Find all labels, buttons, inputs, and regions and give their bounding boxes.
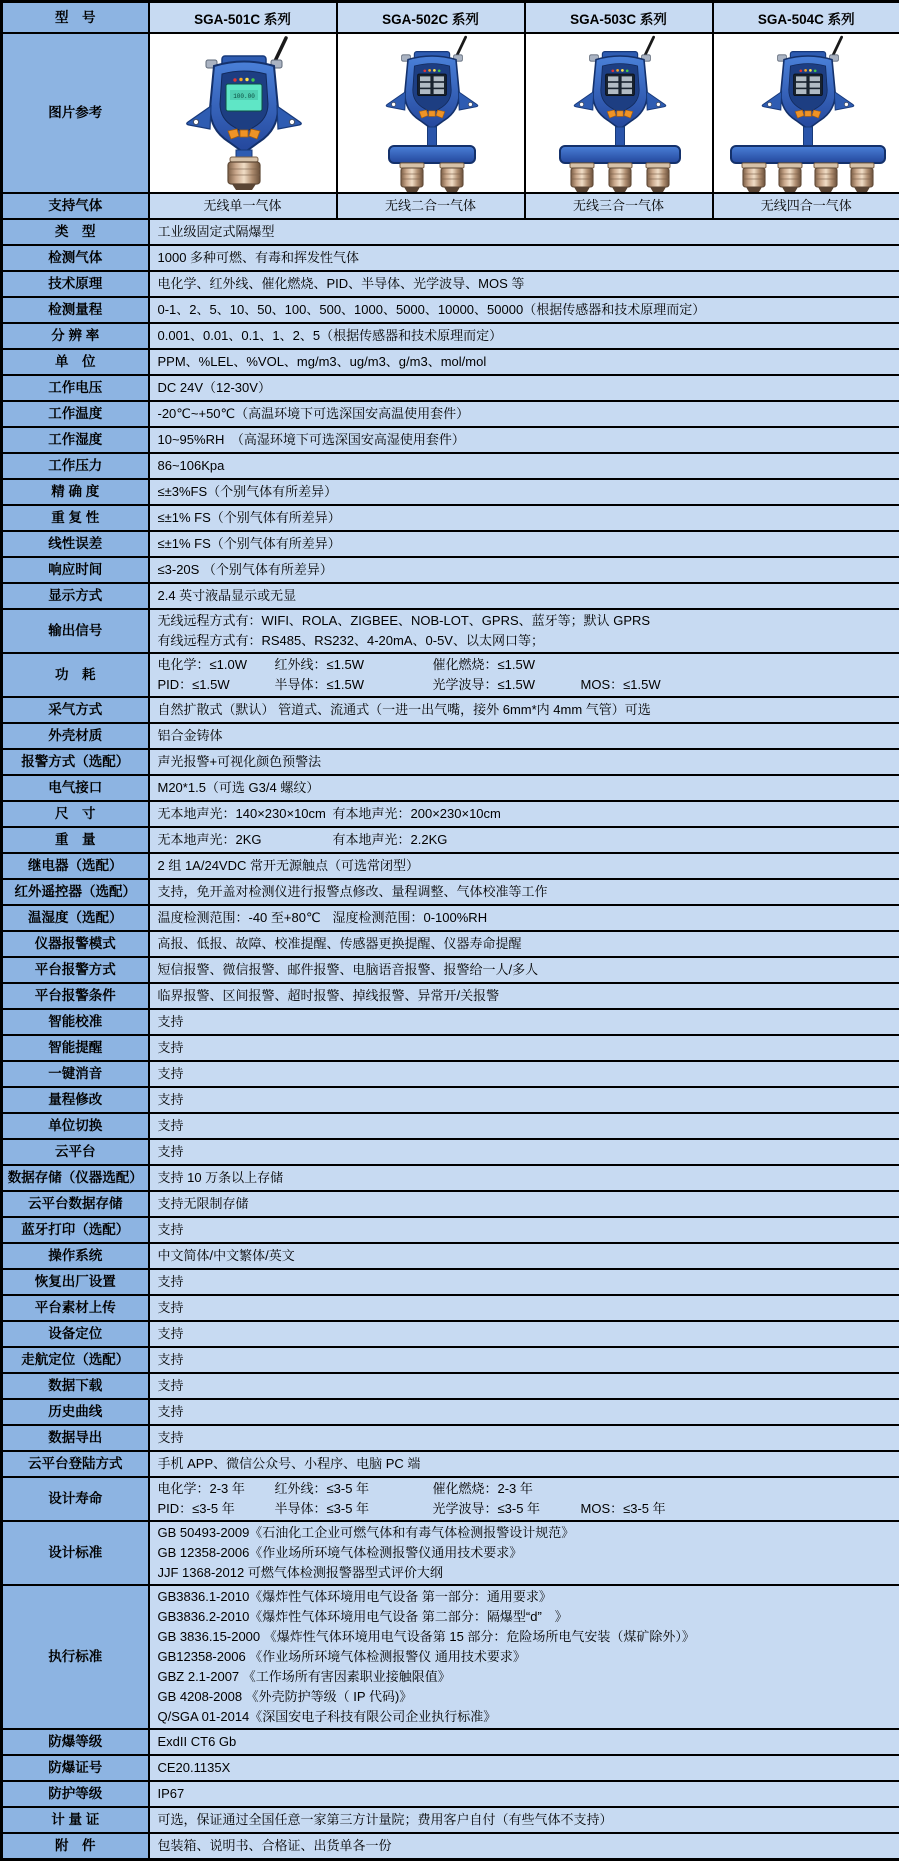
row-value: [149, 583, 899, 609]
row-label: 防爆证号: [2, 1755, 149, 1781]
spec-row: [2, 905, 899, 931]
row-value: [149, 801, 899, 827]
spec-row: [2, 323, 899, 349]
row-label: 数据存储（仪器选配）: [2, 1165, 149, 1191]
row-value: [149, 1087, 899, 1113]
value-segment: MOS：≤1.5W: [581, 675, 661, 695]
row-label: 云平台: [2, 1139, 149, 1165]
row-value: [149, 219, 899, 245]
spec-row: [2, 401, 899, 427]
row-value: [149, 1295, 899, 1321]
value-segment: 支持: [158, 1350, 184, 1370]
spec-row: [2, 1521, 899, 1585]
value-segment: GB 3836.15-2000 《爆炸性气体环境用电气设备第 15 部分：危险场所电气安装（煤矿除外）》: [158, 1627, 695, 1647]
row-label: 智能校准: [2, 1009, 149, 1035]
spec-row: [2, 775, 899, 801]
row-value: [149, 1807, 899, 1833]
row-label: 平台报警方式: [2, 957, 149, 983]
row-value: [149, 609, 899, 653]
brass-sensor: [647, 168, 669, 187]
model-header-sga504c: SGA-504C 系列: [713, 2, 899, 34]
row-label: 检测量程: [2, 297, 149, 323]
row-label: 设计标准: [2, 1521, 149, 1585]
value-segment: 手机 APP、微信公众号、小程序、电脑 PC 端: [158, 1454, 421, 1474]
gas-detector-image: [526, 34, 713, 192]
row-value: [149, 375, 899, 401]
gas-value-3: 无线三合一气体: [525, 193, 713, 219]
value-segment: 电化学：2-3 年: [158, 1479, 275, 1499]
row-value: [149, 349, 899, 375]
row-label: 防护等级: [2, 1781, 149, 1807]
value-segment: 温度检测范围：-40 至+80℃: [158, 908, 333, 928]
value-segment: 半导体：≤3-5 年: [275, 1499, 433, 1519]
spec-row: [2, 531, 899, 557]
value-segment: 无本地声光：140×230×10cm: [158, 804, 333, 824]
row-value: [149, 1191, 899, 1217]
row-value: [149, 1521, 899, 1585]
model-header-sga503c: SGA-503C 系列: [525, 2, 713, 34]
spec-row: [2, 983, 899, 1009]
value-segment: 临界报警、区间报警、超时报警、掉线报警、异常开/关报警: [158, 986, 500, 1006]
gas-row: [2, 193, 899, 219]
row-label: 输出信号: [2, 609, 149, 653]
row-label: 技术原理: [2, 271, 149, 297]
value-segment: 铝合金铸体: [158, 726, 223, 746]
row-value: [149, 1009, 899, 1035]
row-label: 重 量: [2, 827, 149, 853]
gas-value-4: 无线四合一气体: [713, 193, 899, 219]
value-segment: 高报、低报、故障、校准提醒、传感器更换提醒、仪器寿命提醒: [158, 934, 522, 954]
value-segment: MOS：≤3-5 年: [581, 1499, 666, 1519]
row-label: 智能提醒: [2, 1035, 149, 1061]
spec-row: [2, 1113, 899, 1139]
spec-row: [2, 1321, 899, 1347]
value-segment: 光学波导：≤3-5 年: [433, 1499, 581, 1519]
image-row: [2, 33, 899, 193]
spec-row: [2, 827, 899, 853]
row-value: [149, 1399, 899, 1425]
spec-row: [2, 1191, 899, 1217]
row-value: [149, 1729, 899, 1755]
brass-sensor: [743, 168, 765, 187]
row-label: 蓝牙打印（选配）: [2, 1217, 149, 1243]
value-segment: PID：≤1.5W: [158, 675, 275, 695]
spec-row: [2, 1269, 899, 1295]
row-label: 温湿度（选配）: [2, 905, 149, 931]
spec-row: [2, 427, 899, 453]
row-label: 类 型: [2, 219, 149, 245]
value-segment: 湿度检测范围：0-100%RH: [333, 908, 488, 928]
spec-row: [2, 1425, 899, 1451]
row-label: 云平台登陆方式: [2, 1451, 149, 1477]
spec-row: [2, 697, 899, 723]
value-segment: 支持: [158, 1142, 184, 1162]
row-label: 分 辨 率: [2, 323, 149, 349]
value-segment: DC 24V（12-30V）: [158, 378, 271, 398]
value-segment: 工业级固定式隔爆型: [158, 222, 275, 242]
row-value: [149, 323, 899, 349]
gas-row-label: 支持气体: [2, 193, 149, 219]
spec-row: [2, 879, 899, 905]
row-label: 响应时间: [2, 557, 149, 583]
spec-row: [2, 271, 899, 297]
value-segment: 有本地声光：2.2KG: [333, 830, 448, 850]
row-value: [149, 1477, 899, 1521]
row-value: [149, 1373, 899, 1399]
product-image-cell-1: [149, 33, 337, 193]
row-label: 平台报警条件: [2, 983, 149, 1009]
row-value: [149, 479, 899, 505]
row-value: [149, 653, 899, 697]
spec-row: [2, 297, 899, 323]
spec-row: [2, 1729, 899, 1755]
manifold: [560, 146, 680, 163]
spec-row: [2, 583, 899, 609]
value-segment: M20*1.5（可选 G3/4 螺纹）: [158, 778, 320, 798]
value-segment: 声光报警+可视化颜色预警法: [158, 752, 322, 772]
value-segment: 自然扩散式（默认） 管道式、流通式（一进一出气嘴，接外 6mm*内 4mm 气管）可选: [158, 700, 651, 720]
value-segment: -20℃~+50℃（高温环境下可选深国安高温使用套件）: [158, 404, 470, 424]
value-segment: 红外线：≤3-5 年: [275, 1479, 433, 1499]
brass-sensor: [401, 168, 423, 187]
row-value: [149, 401, 899, 427]
value-segment: 支持，免开盖对检测仪进行报警点修改、量程调整、气体校准等工作: [158, 882, 548, 902]
row-label: 工作压力: [2, 453, 149, 479]
value-segment: 2 组 1A/24VDC 常开无源触点（可选常闭型）: [158, 856, 420, 876]
value-segment: ≤±1% FS（个别气体有所差异）: [158, 534, 341, 554]
gas-detector-image: [338, 34, 525, 192]
brass-sensor: [571, 168, 593, 187]
spec-row: [2, 1087, 899, 1113]
model-header-sga502c: SGA-502C 系列: [337, 2, 525, 34]
spec-row: [2, 609, 899, 653]
row-value: [149, 1139, 899, 1165]
spec-row: [2, 801, 899, 827]
value-segment: JJF 1368-2012 可燃气体检测报警器型式评价大纲: [158, 1563, 443, 1583]
row-label: 线性误差: [2, 531, 149, 557]
row-label: 单 位: [2, 349, 149, 375]
row-label: 附 件: [2, 1833, 149, 1860]
row-value: [149, 557, 899, 583]
value-segment: 支持: [158, 1012, 184, 1032]
row-label: 继电器（选配）: [2, 853, 149, 879]
row-value: [149, 1781, 899, 1807]
value-segment: 电化学、红外线、催化燃烧、PID、半导体、光学波导、MOS 等: [158, 274, 525, 294]
value-segment: 短信报警、微信报警、邮件报警、电脑语音报警、报警给一人/多人: [158, 960, 539, 980]
spec-row: [2, 957, 899, 983]
row-label: 重 复 性: [2, 505, 149, 531]
spec-row: [2, 1807, 899, 1833]
value-segment: PID：≤3-5 年: [158, 1499, 275, 1519]
row-label: 平台素材上传: [2, 1295, 149, 1321]
row-value: [149, 1165, 899, 1191]
row-value: [149, 749, 899, 775]
svg-text:100.00: 100.00: [233, 93, 255, 100]
row-value: [149, 1451, 899, 1477]
value-segment: 支持: [158, 1038, 184, 1058]
value-segment: 支持无限制存储: [158, 1194, 249, 1214]
spec-row: [2, 1061, 899, 1087]
value-segment: 86~106Kpa: [158, 456, 225, 476]
value-segment: 有本地声光：200×230×10cm: [333, 804, 501, 824]
row-label: 精 确 度: [2, 479, 149, 505]
value-segment: 支持: [158, 1116, 184, 1136]
row-label: 单位切换: [2, 1113, 149, 1139]
brass-sensor: [228, 162, 260, 184]
row-label: 报警方式（选配）: [2, 749, 149, 775]
row-label: 工作电压: [2, 375, 149, 401]
spec-row: [2, 1399, 899, 1425]
value-segment: CE20.1135X: [158, 1758, 231, 1778]
value-segment: GBZ 2.1-2007 《工作场所有害因素职业接触限值》: [158, 1667, 451, 1687]
spec-row: [2, 557, 899, 583]
value-segment: 0.001、0.01、0.1、1、2、5（根据传感器和技术原理而定）: [158, 326, 503, 346]
spec-row: [2, 1477, 899, 1521]
row-value: [149, 1585, 899, 1729]
brass-sensor: [779, 168, 801, 187]
row-label: 尺 寸: [2, 801, 149, 827]
row-value: [149, 1243, 899, 1269]
value-segment: 红外线：≤1.5W: [275, 655, 433, 675]
spec-row: [2, 1295, 899, 1321]
gas-value-1: 无线单一气体: [149, 193, 337, 219]
spec-row: [2, 1139, 899, 1165]
row-label: 设计寿命: [2, 1477, 149, 1521]
value-segment: 支持: [158, 1298, 184, 1318]
spec-row: [2, 1585, 899, 1729]
value-segment: GB3836.1-2010《爆炸性气体环境用电气设备 第一部分：通用要求》: [158, 1587, 552, 1607]
spec-row: [2, 1243, 899, 1269]
row-label: 量程修改: [2, 1087, 149, 1113]
value-segment: 支持: [158, 1324, 184, 1344]
row-value: [149, 723, 899, 749]
row-label: 操作系统: [2, 1243, 149, 1269]
row-value: [149, 1269, 899, 1295]
row-value: [149, 1035, 899, 1061]
row-label: 恢复出厂设置: [2, 1269, 149, 1295]
value-segment: 半导体：≤1.5W: [275, 675, 433, 695]
row-value: [149, 1755, 899, 1781]
spec-row: [2, 219, 899, 245]
value-segment: ≤±1% FS（个别气体有所差异）: [158, 508, 341, 528]
row-label: 工作湿度: [2, 427, 149, 453]
row-value: [149, 905, 899, 931]
row-value: [149, 1061, 899, 1087]
value-segment: 催化燃烧：≤1.5W: [433, 655, 581, 675]
brass-sensor: [441, 168, 463, 187]
value-segment: 支持: [158, 1220, 184, 1240]
value-segment: 无线远程方式有：WIFI、ROLA、ZIGBEE、NOB-LOT、GPRS、蓝牙等；默认 GPRS: [158, 611, 651, 631]
spec-row: [2, 853, 899, 879]
row-value: [149, 957, 899, 983]
value-segment: 包装箱、说明书、合格证、出货单各一份: [158, 1836, 392, 1856]
value-segment: GB12358-2006 《作业场所环境气体检测报警仪 通用技术要求》: [158, 1647, 526, 1667]
row-label: 采气方式: [2, 697, 149, 723]
row-label: 走航定位（选配）: [2, 1347, 149, 1373]
value-segment: GB 12358-2006《作业场所环境气体检测报警仪通用技术要求》: [158, 1543, 523, 1563]
value-segment: 支持: [158, 1428, 184, 1448]
value-segment: 中文简体/中文繁体/英文: [158, 1246, 295, 1266]
spec-row: [2, 505, 899, 531]
model-header-sga501c: SGA-501C 系列: [149, 2, 337, 34]
row-label: 防爆等级: [2, 1729, 149, 1755]
value-segment: 2.4 英寸液晶显示或无显: [158, 586, 297, 606]
spec-row: [2, 1165, 899, 1191]
gas-detector-image: [714, 34, 899, 192]
value-segment: 支持: [158, 1402, 184, 1422]
row-value: [149, 827, 899, 853]
spec-row: [2, 245, 899, 271]
spec-row: [2, 1755, 899, 1781]
value-segment: 催化燃烧：2-3 年: [433, 1479, 581, 1499]
value-segment: 10~95%RH （高湿环境下可选深国安高湿使用套件）: [158, 430, 465, 450]
brass-sensor: [851, 168, 873, 187]
value-segment: 无本地声光：2KG: [158, 830, 333, 850]
header-row: [2, 2, 899, 34]
value-segment: GB3836.2-2010《爆炸性气体环境用电气设备 第二部分：隔爆型“d” 》: [158, 1607, 568, 1627]
row-label: 云平台数据存储: [2, 1191, 149, 1217]
value-segment: GB 4208-2008 《外壳防护等级（ IP 代码)》: [158, 1687, 413, 1707]
spec-row: [2, 1347, 899, 1373]
row-value: [149, 531, 899, 557]
spec-row: [2, 1451, 899, 1477]
value-segment: 1000 多种可燃、有毒和挥发性气体: [158, 248, 360, 268]
row-label: 数据导出: [2, 1425, 149, 1451]
spec-row: [2, 349, 899, 375]
spec-row: [2, 1781, 899, 1807]
row-label: 电气接口: [2, 775, 149, 801]
value-segment: 电化学：≤1.0W: [158, 655, 275, 675]
value-segment: PPM、%LEL、%VOL、mg/m3、ug/m3、g/m3、mol/mol: [158, 352, 487, 372]
manifold: [731, 146, 885, 163]
row-value: [149, 1347, 899, 1373]
row-label: 显示方式: [2, 583, 149, 609]
row-value: [149, 427, 899, 453]
row-value: [149, 1425, 899, 1451]
row-value: [149, 879, 899, 905]
value-segment: 支持: [158, 1064, 184, 1084]
spec-row: [2, 1217, 899, 1243]
row-label: 数据下载: [2, 1373, 149, 1399]
row-value: [149, 505, 899, 531]
row-value: [149, 297, 899, 323]
row-value: [149, 853, 899, 879]
value-segment: 支持: [158, 1272, 184, 1292]
row-label: 历史曲线: [2, 1399, 149, 1425]
row-label: 执行标准: [2, 1585, 149, 1729]
row-label: 设备定位: [2, 1321, 149, 1347]
value-segment: 光学波导：≤1.5W: [433, 675, 581, 695]
row-value: [149, 1217, 899, 1243]
value-segment: 支持 10 万条以上存储: [158, 1168, 284, 1188]
gas-detector-image: [150, 34, 337, 192]
spec-row: [2, 1009, 899, 1035]
row-value: [149, 453, 899, 479]
row-value: [149, 1321, 899, 1347]
value-segment: 可选，保证通过全国任意一家第三方计量院；费用客户自付（有些气体不支持）: [158, 1810, 613, 1830]
value-segment: 有线远程方式有：RS485、RS232、4-20mA、0-5V、以太网口等；: [158, 631, 544, 651]
value-segment: GB 50493-2009《石油化工企业可燃气体和有毒气体检测报警设计规范》: [158, 1523, 575, 1543]
spec-row: [2, 1833, 899, 1860]
row-value: [149, 983, 899, 1009]
value-segment: Q/SGA 01-2014《深国安电子科技有限公司企业执行标准》: [158, 1707, 497, 1727]
value-segment: ≤±3%FS（个别气体有所差异）: [158, 482, 338, 502]
spec-row: [2, 931, 899, 957]
value-segment: 支持: [158, 1376, 184, 1396]
row-label: 计 量 证: [2, 1807, 149, 1833]
spec-row: [2, 749, 899, 775]
value-segment: 0-1、2、5、10、50、100、500、1000、5000、10000、50000（根据传感器和技术原理而定）: [158, 300, 706, 320]
spec-row: [2, 479, 899, 505]
row-label: 外壳材质: [2, 723, 149, 749]
product-image-cell-2: [337, 33, 525, 193]
image-row-label: 图片参考: [2, 33, 149, 193]
model-column-label: 型 号: [2, 2, 149, 34]
brass-sensor: [815, 168, 837, 187]
row-value: [149, 271, 899, 297]
gas-value-2: 无线二合一气体: [337, 193, 525, 219]
value-segment: ≤3-20S （个别气体有所差异）: [158, 560, 333, 580]
manifold: [389, 146, 475, 163]
row-value: [149, 697, 899, 723]
row-value: [149, 245, 899, 271]
spec-row: [2, 723, 899, 749]
spec-row: [2, 653, 899, 697]
value-segment: ExdII CT6 Gb: [158, 1732, 237, 1752]
row-value: [149, 931, 899, 957]
row-label: 工作温度: [2, 401, 149, 427]
row-value: [149, 1833, 899, 1860]
spec-row: [2, 453, 899, 479]
spec-row: [2, 375, 899, 401]
value-segment: 支持: [158, 1090, 184, 1110]
row-label: 功 耗: [2, 653, 149, 697]
row-label: 仪器报警模式: [2, 931, 149, 957]
row-value: [149, 1113, 899, 1139]
value-segment: IP67: [158, 1784, 185, 1804]
row-value: [149, 775, 899, 801]
row-label: 红外遥控器（选配）: [2, 879, 149, 905]
spec-row: [2, 1035, 899, 1061]
product-image-cell-3: [525, 33, 713, 193]
product-image-cell-4: [713, 33, 899, 193]
row-label: 检测气体: [2, 245, 149, 271]
brass-sensor: [609, 168, 631, 187]
row-label: 一键消音: [2, 1061, 149, 1087]
spec-row: [2, 1373, 899, 1399]
